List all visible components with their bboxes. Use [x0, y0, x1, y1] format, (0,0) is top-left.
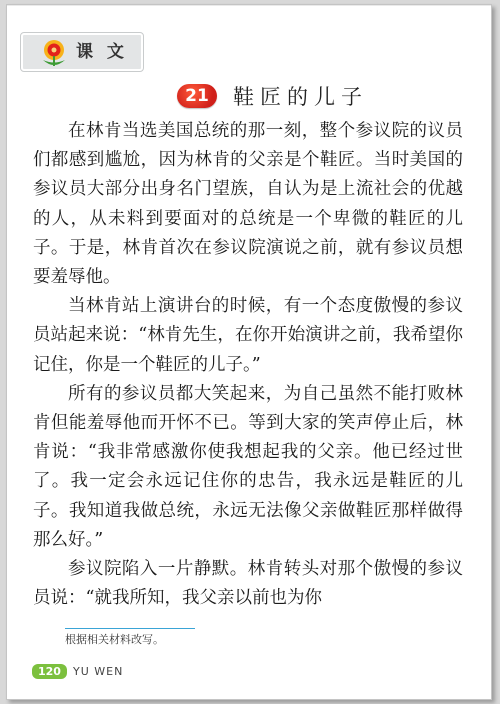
page-top-border — [7, 5, 491, 6]
section-header-tab — [21, 33, 143, 71]
paragraph: 在林肯当选美国总统的那一刻，整个参议院的议员们都感到尴尬，因为林肯的父亲是个鞋匠。当时美国的参议员大部分出身名门望族，自认为是上流社会的优越的人，从未料到要面对的总统是一个卑微的鞋匠的儿子。于是，林肯首次在参议院演说之前，就有参议员想要羞辱他。 — [33, 121, 463, 288]
section-label: 课 文 — [76, 42, 128, 62]
lesson-title: 鞋匠的儿子 — [233, 85, 368, 109]
textbook-page — [6, 4, 492, 700]
sunflower-logo-icon — [39, 38, 69, 68]
paragraph: 所有的参议员都大笑起来，为自己虽然不能打败林肯但能羞辱他而开怀不已。等到大家的笑声停止后，林肯说：“我非常感激你使我想起我的父亲。他已经过世了。我一定会永远记住你的忠告，我永远是鞋匠的儿子。我知道我做总统，永远无法像父亲做鞋匠那样做得那么好。” — [33, 383, 463, 550]
folio-label: YU WEN — [72, 665, 124, 678]
paragraph: 参议院陷入一片静默。林肯转头对那个傲慢的参议员说：“就我所知，我父亲以前也为你 — [33, 559, 463, 609]
lesson-title-row — [177, 81, 368, 111]
lesson-body — [33, 117, 463, 613]
lesson-number-badge: 21 — [177, 84, 217, 108]
footnote: 根据相关材料改写。 — [65, 633, 164, 646]
page-number-badge: 120 — [32, 664, 67, 679]
paragraph: 当林肯站上演讲台的时候，有一个态度傲慢的参议员站起来说：“林肯先生，在你开始演讲之前，我希望你记住，你是一个鞋匠的儿子。” — [33, 296, 463, 375]
footnote-divider — [65, 628, 195, 629]
page-folio — [32, 664, 123, 679]
